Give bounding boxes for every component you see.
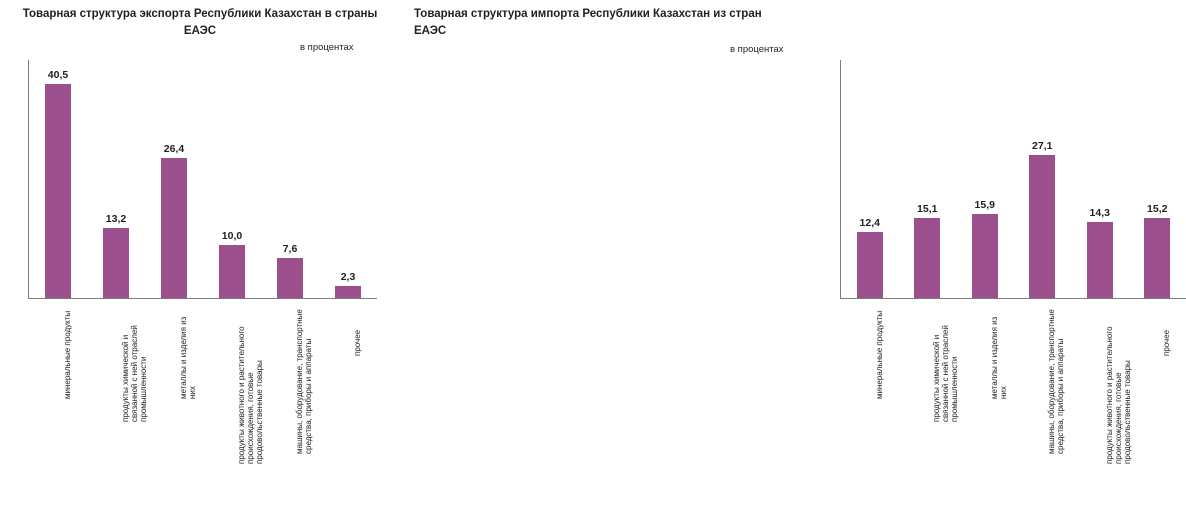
bar-group [203, 60, 265, 464]
import-bars [841, 60, 1186, 464]
bar-group [899, 60, 960, 422]
bar-group [29, 60, 87, 399]
export-bars [29, 60, 377, 464]
bar-value-label: 2,3 [340, 271, 356, 283]
bar-group [261, 60, 319, 454]
export-plot-area [28, 60, 377, 464]
bar [277, 258, 303, 298]
bar [1087, 222, 1113, 298]
category-label: минеральные продукты [874, 310, 884, 399]
bar [161, 158, 187, 298]
bar [1029, 155, 1055, 298]
bar-group [1014, 60, 1072, 454]
bar-group [319, 60, 377, 356]
bar-value-label: 15,1 [917, 203, 938, 215]
category-label: машины, оборудование, транспортные средства, приборы и аппараты [295, 309, 314, 454]
bar [972, 214, 998, 298]
bar [1144, 218, 1170, 298]
bar-value-label: 26,4 [163, 143, 185, 155]
bar-value-label: 10,0 [221, 230, 243, 242]
bar-group [87, 60, 149, 422]
category-label: продукты химической и связанной с ней отраслей промышленности [932, 325, 960, 422]
category-label: продукты химической и связанной с ней отраслей промышленности [121, 325, 149, 422]
bar [219, 245, 245, 298]
bar-group [1129, 60, 1186, 356]
bar [103, 228, 129, 298]
category-label: продукты животного и растительного происхождения, готовые продовольственные товары [237, 326, 265, 464]
bar-value-label: 12,4 [859, 217, 880, 229]
bar-group [956, 60, 1014, 399]
import-chart-title: Товарная структура импорта Республики Казахстан из стран ЕАЭС [414, 8, 762, 37]
export-chart-panel [0, 0, 400, 517]
category-label: прочее [1162, 329, 1172, 356]
export-chart-title: Товарная структура экспорта Республики Казахстан в страны ЕАЭС [22, 8, 378, 37]
bar-value-label: 15,9 [974, 199, 995, 211]
category-label: металлы и изделия из них [989, 316, 1008, 399]
import-plot-area [840, 60, 1186, 464]
category-label: металлы и изделия из них [179, 316, 198, 399]
bar-value-label: 40,5 [47, 69, 69, 81]
bar-value-label: 7,6 [282, 243, 298, 255]
bar-value-label: 13,2 [105, 213, 127, 225]
bar [914, 218, 940, 298]
bar [335, 286, 361, 298]
bar-value-label: 15,2 [1147, 203, 1168, 215]
category-label: машины, оборудование, транспортные средства, приборы и аппараты [1047, 309, 1066, 454]
category-label: прочее [353, 329, 362, 356]
import-chart-units: в процентах [730, 44, 784, 55]
export-chart-units: в процентах [300, 42, 354, 53]
bar [857, 232, 883, 298]
import-chart-panel [400, 0, 1172, 517]
category-label: продукты животного и растительного происхождения, готовые продовольственные товары [1104, 326, 1133, 464]
bar [45, 84, 71, 298]
category-label: минеральные продукты [63, 310, 72, 399]
bar-value-label: 14,3 [1089, 207, 1110, 219]
bar-group [145, 60, 203, 399]
bar-group [1071, 60, 1133, 464]
bar-group [841, 60, 899, 399]
bar-value-label: 27,1 [1032, 140, 1053, 152]
